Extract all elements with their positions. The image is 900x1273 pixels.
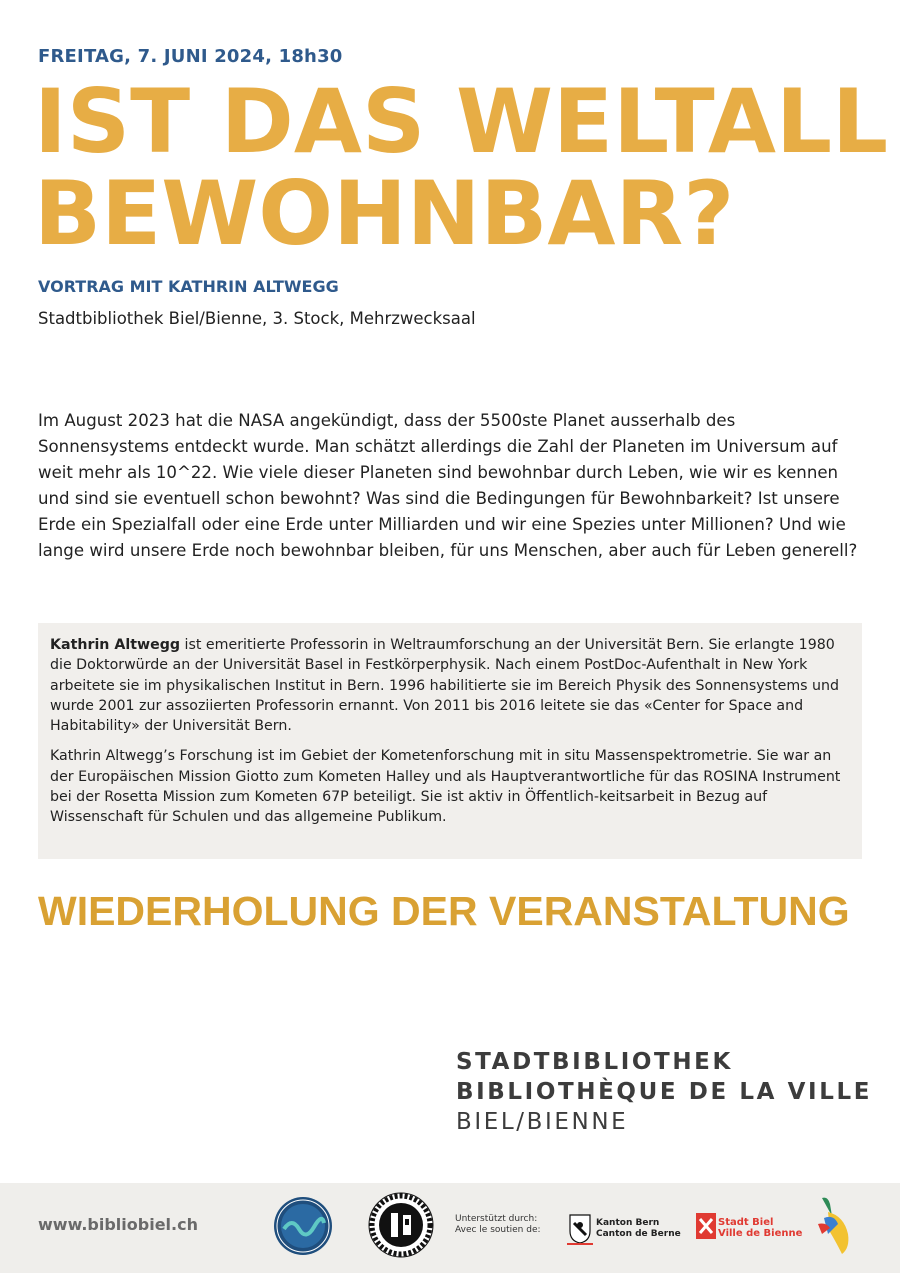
bird-logo-icon	[814, 1194, 854, 1258]
bio-paragraph-1	[50, 635, 850, 736]
event-venue: Stadtbibliothek Biel/Bienne, 3. Stock, Mehrzwecksaal	[38, 309, 476, 328]
kanton-bern-label	[596, 1218, 681, 1240]
kanton-bern-crest-icon	[567, 1213, 593, 1245]
kanton-line-1: Kanton Bern	[596, 1218, 660, 1228]
library-line-1: STADTBIBLIOTHEK	[456, 1049, 733, 1075]
bio-paragraph-2: Kathrin Altwegg’s Forschung ist im Gebiet der Kometenforschung mit in situ Massenspektrometrie. Sie war an der Europäischen Mission Giotto zum Kometen Halley und als Hauptverantwortliche für das ROSINA Instrument bei der Rosetta Mission zum Kometen 67P beteiligt. Sie ist aktiv in Öffentlich-keitsarbeit in Bezug auf Wissenschaft für Schulen und das allgemeine Publikum.	[50, 748, 841, 826]
kanton-line-2: Canton de Berne	[596, 1229, 681, 1239]
intro-paragraph: Im August 2023 hat die NASA angekündigt, dass der 5500ste Planet ausserhalb des Sonnensystems entdeckt wurde. Man schätzt allerdings die Zahl der Planeten im Universum auf weit mehr als 10^22. Wie viele dieser Planeten sind bewohnbar durch Leben, wie wir es kennen und sind sie eventuell schon bewohnt? Was sind die Bedingungen für Bewohnbarkeit? Ist unsere Erde ein Spezialfall oder eine Erde unter Milliarden und wir eine Spezies unter Millionen? Und wie lange wird unsere Erde noch bewohnbar bleiben, für uns Menschen, aber auch für Leben generell?	[38, 411, 858, 560]
speaker-name: Kathrin Altwegg	[50, 637, 181, 653]
support-text	[455, 1214, 541, 1236]
stadt-biel-crest-icon	[696, 1213, 716, 1239]
bio-paragraph-1-text: ist emeritierte Professorin in Weltraumforschung an der Universität Bern. Sie erlangte 1980 die Doktorwürde an der Universität Basel in Festkörperphysik. Nach einem PostDoc-Aufenthalt in New York arbeitete sie im physikalischen Institut in Bern. 1996 habilitierte sie im Bereich Physik des Sonnensystems und wurde 2001 zur assoziierten Professorin ernannt. Von 2011 bis 2016 leitete sie das «Center for Space and Habitability» der Universität Bern.	[50, 637, 840, 735]
stadt-biel-label	[718, 1217, 802, 1239]
accessibility-label-logo	[272, 1195, 334, 1257]
library-wordmark	[456, 1047, 872, 1137]
event-subtitle: VORTRAG MIT KATHRIN ALTWEGG	[38, 277, 339, 296]
event-title	[34, 70, 894, 265]
stadt-line-2: Ville de Bienne	[718, 1228, 803, 1239]
event-date: FREITAG, 7. JUNI 2024, 18h30	[38, 46, 343, 67]
library-line-2: BIBLIOTHÈQUE DE LA VILLE	[456, 1079, 873, 1105]
speaker-bio-box	[38, 623, 862, 859]
event-title-line2: BEWOHNBAR?	[34, 162, 735, 265]
library-line-3: BIEL/BIENNE	[456, 1109, 629, 1135]
support-line-1: Unterstützt durch:	[455, 1214, 538, 1224]
repeat-notice: WIEDERHOLUNG DER VERANSTALTUNG	[38, 888, 850, 934]
stadt-line-1: Stadt Biel	[718, 1217, 774, 1228]
culture-inclusive-logo	[367, 1191, 435, 1259]
support-line-2: Avec le soutien de:	[455, 1225, 541, 1235]
website-link[interactable]: www.bibliobiel.ch	[38, 1215, 198, 1234]
event-title-line1: IST DAS WELTALL	[34, 70, 889, 173]
